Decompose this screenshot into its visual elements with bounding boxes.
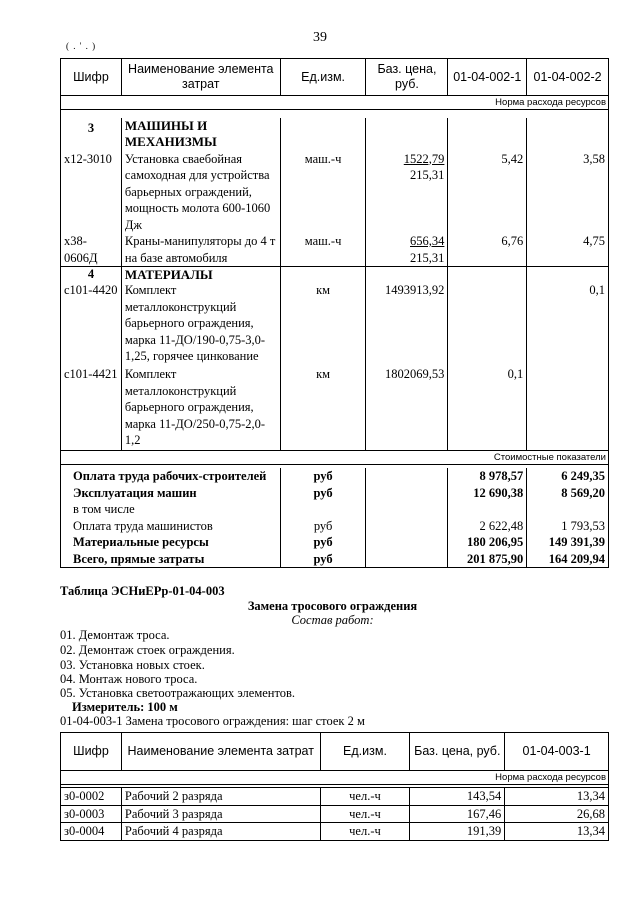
resource-unit: чел.-ч [320,805,410,823]
summary-value-1: 12 690,38 [448,485,527,502]
summary-row [61,551,609,568]
table-title: Таблица ЭСНиЕРр-01-04-003 [60,584,225,598]
resource-value-2: 4,75 [527,233,609,267]
summary-unit: руб [280,518,366,535]
work-item-2: 02. Демонтаж стоек ограждения. [60,643,235,657]
resource-price-machinist: 215,31 [410,250,445,265]
resource-value-1: 5,42 [448,151,527,234]
resource-value-1 [448,282,527,366]
resource-price-machinist: 215,31 [410,168,445,182]
section-number: 3 [61,118,122,151]
table-row [61,233,609,267]
resource-name: Комплект металлоконструкций барьерного ограждения, марка 11-ДО/250-0,75-2,0-1,2 [121,366,280,450]
corner-mark: ( . ' . ) [66,41,97,51]
header-col2: 01-04-002-2 [527,59,609,96]
summary-row [61,485,609,502]
header-code: Шифр [61,733,122,771]
section-heading: Замена тросового ограждения [247,599,418,613]
resource-value-2 [527,366,609,450]
resource-name: Установка сваебойная самоходная для устройства барьерных ограждений, мощность молота 600-1060 Дж [121,151,280,234]
summary-label: Материальные ресурсы [61,534,281,551]
resource-name: Рабочий 4 разряда [121,823,320,841]
resource-name: Рабочий 2 разряда [121,788,320,806]
header-unit: Ед.изм. [280,59,366,96]
work-item-4: 04. Монтаж нового троса. [60,672,198,686]
table-row [61,805,609,823]
section-title: МАШИНЫ И МЕХАНИЗМЫ [121,118,280,151]
resource-unit: чел.-ч [320,823,410,841]
summary-value-2: 8 569,20 [527,485,609,502]
norm-band: Норма расхода ресурсов [61,771,609,785]
summary-value-2: 6 249,35 [527,468,609,485]
summary-row [61,468,609,485]
resource-price: 143,54 [410,788,505,806]
summary-value-1: 2 622,48 [448,518,527,535]
meter-label: Измеритель: 100 м [72,700,178,714]
resource-table-2 [60,732,609,841]
header-col1: 01-04-002-1 [448,59,527,96]
resource-code: с101-4420 [61,282,122,366]
summary-including: в том числе [61,501,281,518]
summary-unit: руб [280,468,366,485]
resource-price: 656,34 [410,234,445,248]
resource-price: 167,46 [410,805,505,823]
resource-price: 1522,79 [403,151,445,166]
cost-band: Стоимостные показатели [61,450,609,464]
resource-code: х38-0606Д [61,233,122,267]
header-unit: Ед.изм. [320,733,410,771]
page-number: 39 [313,30,327,45]
resource-value-1: 26,68 [505,805,609,823]
header-price: Баз. цена, руб. [366,59,448,96]
section-subheading: Состав работ: [291,613,374,627]
resource-name: Рабочий 3 разряда [121,805,320,823]
table-row [61,151,609,234]
resource-code: х12-3010 [61,151,122,234]
resource-unit: км [280,282,366,366]
header-name: Наименование элемента затрат [121,59,280,96]
header-code: Шифр [61,59,122,96]
summary-label: Всего, прямые затраты [61,551,281,568]
table-row [61,366,609,450]
resource-price: 1493913,92 [366,282,448,366]
resource-price: 1802069,53 [366,366,448,450]
resource-value-2: 0,1 [527,282,609,366]
summary-label: Оплата труда машинистов [61,518,281,535]
resource-price: 191,39 [410,823,505,841]
resource-code: з0-0002 [61,788,122,806]
resource-unit: чел.-ч [320,788,410,806]
work-item-1: 01. Демонтаж троса. [60,628,170,642]
header-price: Баз. цена, руб. [410,733,505,771]
summary-label: Эксплуатация машин [61,485,281,502]
table-row [61,788,609,806]
variant-label: 01-04-003-1 Замена тросового ограждения: шаг стоек 2 м [60,714,365,728]
summary-label: Оплата труда рабочих-строителей [61,468,281,485]
summary-value-1: 8 978,57 [448,468,527,485]
resource-value-1: 0,1 [448,366,527,450]
resource-value-1: 13,34 [505,788,609,806]
resource-name: Комплект металлоконструкций барьерного ограждения, марка 11-ДО/190-0,75-3,0-1,25, горячее цинкование [121,282,280,366]
work-item-3: 03. Установка новых стоек. [60,658,205,672]
header-col1: 01-04-003-1 [505,733,609,771]
resource-name: Краны-манипуляторы до 4 т на базе автомобиля [121,233,280,267]
resource-unit: маш.-ч [280,151,366,234]
summary-value-2: 149 391,39 [527,534,609,551]
section-number: 4 [61,267,122,283]
section-title: МАТЕРИАЛЫ [121,267,280,283]
resource-value-1: 6,76 [448,233,527,267]
resource-unit: км [280,366,366,450]
summary-unit: руб [280,551,366,568]
header-name: Наименование элемента затрат [121,733,320,771]
resource-code: з0-0004 [61,823,122,841]
resource-code: с101-4421 [61,366,122,450]
table-row [61,823,609,841]
table-row [61,282,609,366]
summary-row [61,518,609,535]
summary-unit: руб [280,534,366,551]
summary-value-1: 201 875,90 [448,551,527,568]
work-item-5: 05. Установка светоотражающих элементов. [60,686,296,700]
resource-table-1 [60,58,609,568]
resource-value-2: 3,58 [527,151,609,234]
resource-value-1: 13,34 [505,823,609,841]
summary-value-2: 1 793,53 [527,518,609,535]
norm-band: Норма расхода ресурсов [61,96,609,110]
summary-unit: руб [280,485,366,502]
resource-unit: маш.-ч [280,233,366,267]
resource-code: з0-0003 [61,805,122,823]
summary-row [61,534,609,551]
summary-value-2: 164 209,94 [527,551,609,568]
summary-value-1: 180 206,95 [448,534,527,551]
